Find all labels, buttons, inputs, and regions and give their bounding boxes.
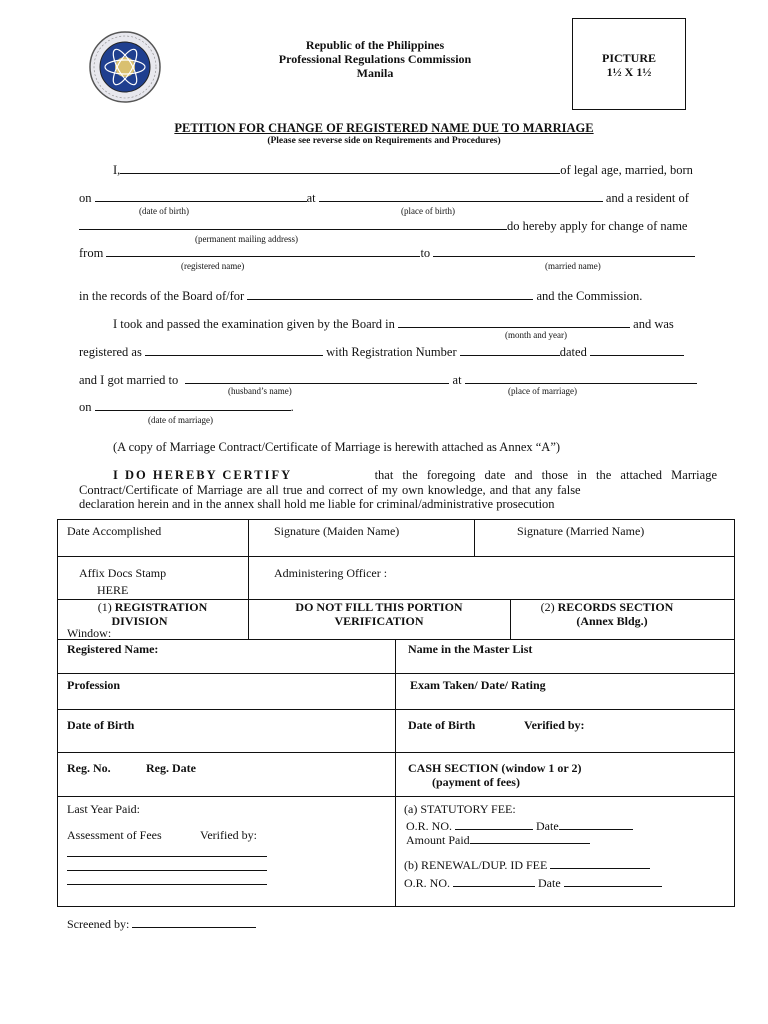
prc-seal bbox=[88, 30, 162, 104]
caption-date-of-marriage: (date of marriage) bbox=[148, 415, 213, 425]
text-married-to: and I got married to bbox=[79, 373, 179, 387]
statutory-fee-label: (a) STATUTORY FEE: bbox=[404, 802, 516, 816]
reg-date-label: Reg. Date bbox=[146, 761, 196, 775]
last-year-paid-label: Last Year Paid: bbox=[67, 802, 140, 816]
annex-bldg-label: (Annex Bldg.) bbox=[576, 614, 648, 628]
text-on: on bbox=[79, 191, 92, 205]
caption-mailing-address: (permanent mailing address) bbox=[195, 234, 298, 244]
text-to: to bbox=[420, 246, 431, 260]
text-i: I, bbox=[113, 163, 121, 177]
caption-married-name: (married name) bbox=[545, 261, 601, 271]
exam-date-line[interactable] bbox=[398, 315, 630, 328]
dated-line[interactable] bbox=[590, 343, 684, 356]
header-country: Republic of the Philippines bbox=[305, 38, 445, 52]
records-section-label: RECORDS SECTION bbox=[557, 600, 674, 614]
caption-month-year: (month and year) bbox=[505, 330, 567, 340]
date-2-label: Date bbox=[538, 876, 561, 890]
registered-name-label: Registered Name: bbox=[67, 642, 159, 656]
or-no-line[interactable] bbox=[455, 817, 533, 830]
certify-rest: that the foregoing date and those in the attached Marriage bbox=[374, 468, 717, 482]
payment-label: (payment of fees) bbox=[432, 775, 520, 789]
records-section-num: (2) bbox=[540, 600, 555, 614]
master-list-label: Name in the Master List bbox=[408, 642, 533, 656]
caption-husband-name: (husband’s name) bbox=[228, 386, 292, 396]
reg-division-label: REGISTRATION bbox=[114, 600, 208, 614]
caption-date-of-birth: (date of birth) bbox=[139, 206, 189, 216]
text-registered-as: registered as bbox=[79, 345, 142, 359]
registered-as-line[interactable] bbox=[145, 343, 323, 356]
registered-name-line[interactable] bbox=[106, 244, 420, 257]
exam-taken-label: Exam Taken/ Date/ Rating bbox=[410, 678, 546, 692]
do-not-fill-label: DO NOT FILL THIS PORTION bbox=[295, 600, 463, 614]
text-dated: dated bbox=[559, 345, 587, 359]
reg-division-label-2: DIVISION bbox=[111, 614, 168, 628]
date-label: Date bbox=[536, 819, 559, 833]
renewal-fee-line[interactable] bbox=[550, 856, 650, 869]
screened-by-label: Screened by: bbox=[67, 917, 130, 931]
assessment-line-1[interactable] bbox=[67, 856, 267, 857]
married-name-line[interactable] bbox=[433, 244, 695, 257]
verified-by-2-label: Verified by: bbox=[200, 828, 257, 842]
certify-lead: I DO HEREBY CERTIFY bbox=[113, 468, 293, 482]
signature-maiden-label: Signature (Maiden Name) bbox=[274, 524, 400, 538]
text-commission: and the Commission. bbox=[536, 289, 643, 303]
administering-officer-label: Administering Officer : bbox=[274, 566, 388, 580]
reg-number-line[interactable] bbox=[460, 343, 560, 356]
amount-paid-label: Amount Paid bbox=[406, 833, 470, 847]
picture-size: 1½ X 1½ bbox=[606, 65, 652, 79]
cash-section-label: CASH SECTION (window 1 or 2) bbox=[408, 761, 582, 775]
date-line[interactable] bbox=[559, 817, 633, 830]
caption-place-of-marriage: (place of marriage) bbox=[508, 386, 577, 396]
text-apply: do hereby apply for change of name bbox=[507, 219, 688, 233]
profession-label: Profession bbox=[67, 678, 121, 692]
text-records: in the records of the Board of/for bbox=[79, 289, 245, 303]
picture-label: PICTURE bbox=[601, 51, 656, 65]
screened-by-line[interactable] bbox=[132, 915, 256, 928]
text-reg-number: with Registration Number bbox=[326, 345, 457, 359]
or-no-2-label: O.R. NO. bbox=[404, 876, 451, 890]
text-resident: and a resident of bbox=[605, 191, 689, 205]
renewal-fee-label: (b) RENEWAL/DUP. ID FEE bbox=[404, 858, 548, 872]
text-at: at bbox=[306, 191, 316, 205]
mailing-address-line[interactable] bbox=[79, 217, 507, 230]
affix-here-label: HERE bbox=[97, 583, 129, 597]
form-title: PETITION FOR CHANGE OF REGISTERED NAME DUE TO MARRIAGE bbox=[174, 121, 594, 135]
dob-right-label: Date of Birth bbox=[408, 718, 476, 732]
reg-division-num: (1) bbox=[97, 600, 112, 614]
text-and-was: and was bbox=[633, 317, 674, 331]
date-of-birth-line[interactable] bbox=[95, 189, 307, 202]
reg-no-label: Reg. No. bbox=[67, 761, 111, 775]
picture-box bbox=[572, 18, 686, 110]
certify-line-2: Contract/Certificate of Marriage are all true and correct of my own knowledge, and that any false bbox=[79, 483, 581, 497]
or-no-label: O.R. NO. bbox=[406, 819, 453, 833]
text-took-exam: I took and passed the examination given by the Board in bbox=[113, 317, 395, 331]
assessment-line-3[interactable] bbox=[67, 884, 267, 885]
place-of-birth-line[interactable] bbox=[319, 189, 603, 202]
assessment-label: Assessment of Fees bbox=[67, 828, 162, 842]
date-of-marriage-line[interactable] bbox=[95, 398, 291, 411]
form-subtitle: (Please see reverse side on Requirements and Procedures) bbox=[267, 136, 501, 146]
caption-registered-name: (registered name) bbox=[181, 261, 245, 271]
certify-line-1 bbox=[79, 468, 717, 483]
verified-by-label: Verified by: bbox=[524, 718, 585, 732]
seal-icon bbox=[88, 30, 162, 104]
assessment-line-2[interactable] bbox=[67, 870, 267, 871]
husband-name-line[interactable] bbox=[185, 371, 449, 384]
text-at-2: at bbox=[452, 373, 462, 387]
certify-line-3: declaration herein and in the annex shall hold me liable for criminal/administrative prosecution bbox=[79, 497, 555, 511]
text-from: from bbox=[79, 246, 104, 260]
or-no-2-line[interactable] bbox=[453, 874, 535, 887]
header-agency: Professional Regulations Commission bbox=[278, 52, 472, 66]
caption-place-of-birth: (place of birth) bbox=[401, 206, 455, 216]
dob-left-label: Date of Birth bbox=[67, 718, 135, 732]
full-name-line[interactable] bbox=[120, 161, 560, 174]
board-line[interactable] bbox=[247, 287, 533, 300]
text-legal-age: of legal age, married, born bbox=[560, 163, 693, 177]
window-label: Window: bbox=[67, 626, 112, 640]
affix-stamp-label: Affix Docs Stamp bbox=[79, 566, 167, 580]
amount-paid-line[interactable] bbox=[470, 831, 590, 844]
place-of-marriage-line[interactable] bbox=[465, 371, 697, 384]
signature-married-label: Signature (Married Name) bbox=[517, 524, 645, 538]
date-2-line[interactable] bbox=[564, 874, 662, 887]
verification-label: VERIFICATION bbox=[334, 614, 424, 628]
date-accomplished-label: Date Accomplished bbox=[67, 524, 162, 538]
header-city: Manila bbox=[356, 66, 394, 80]
annex-note: (A copy of Marriage Contract/Certificate of Marriage is herewith attached as Annex “A”) bbox=[113, 440, 561, 454]
text-on-2: on bbox=[79, 400, 92, 414]
